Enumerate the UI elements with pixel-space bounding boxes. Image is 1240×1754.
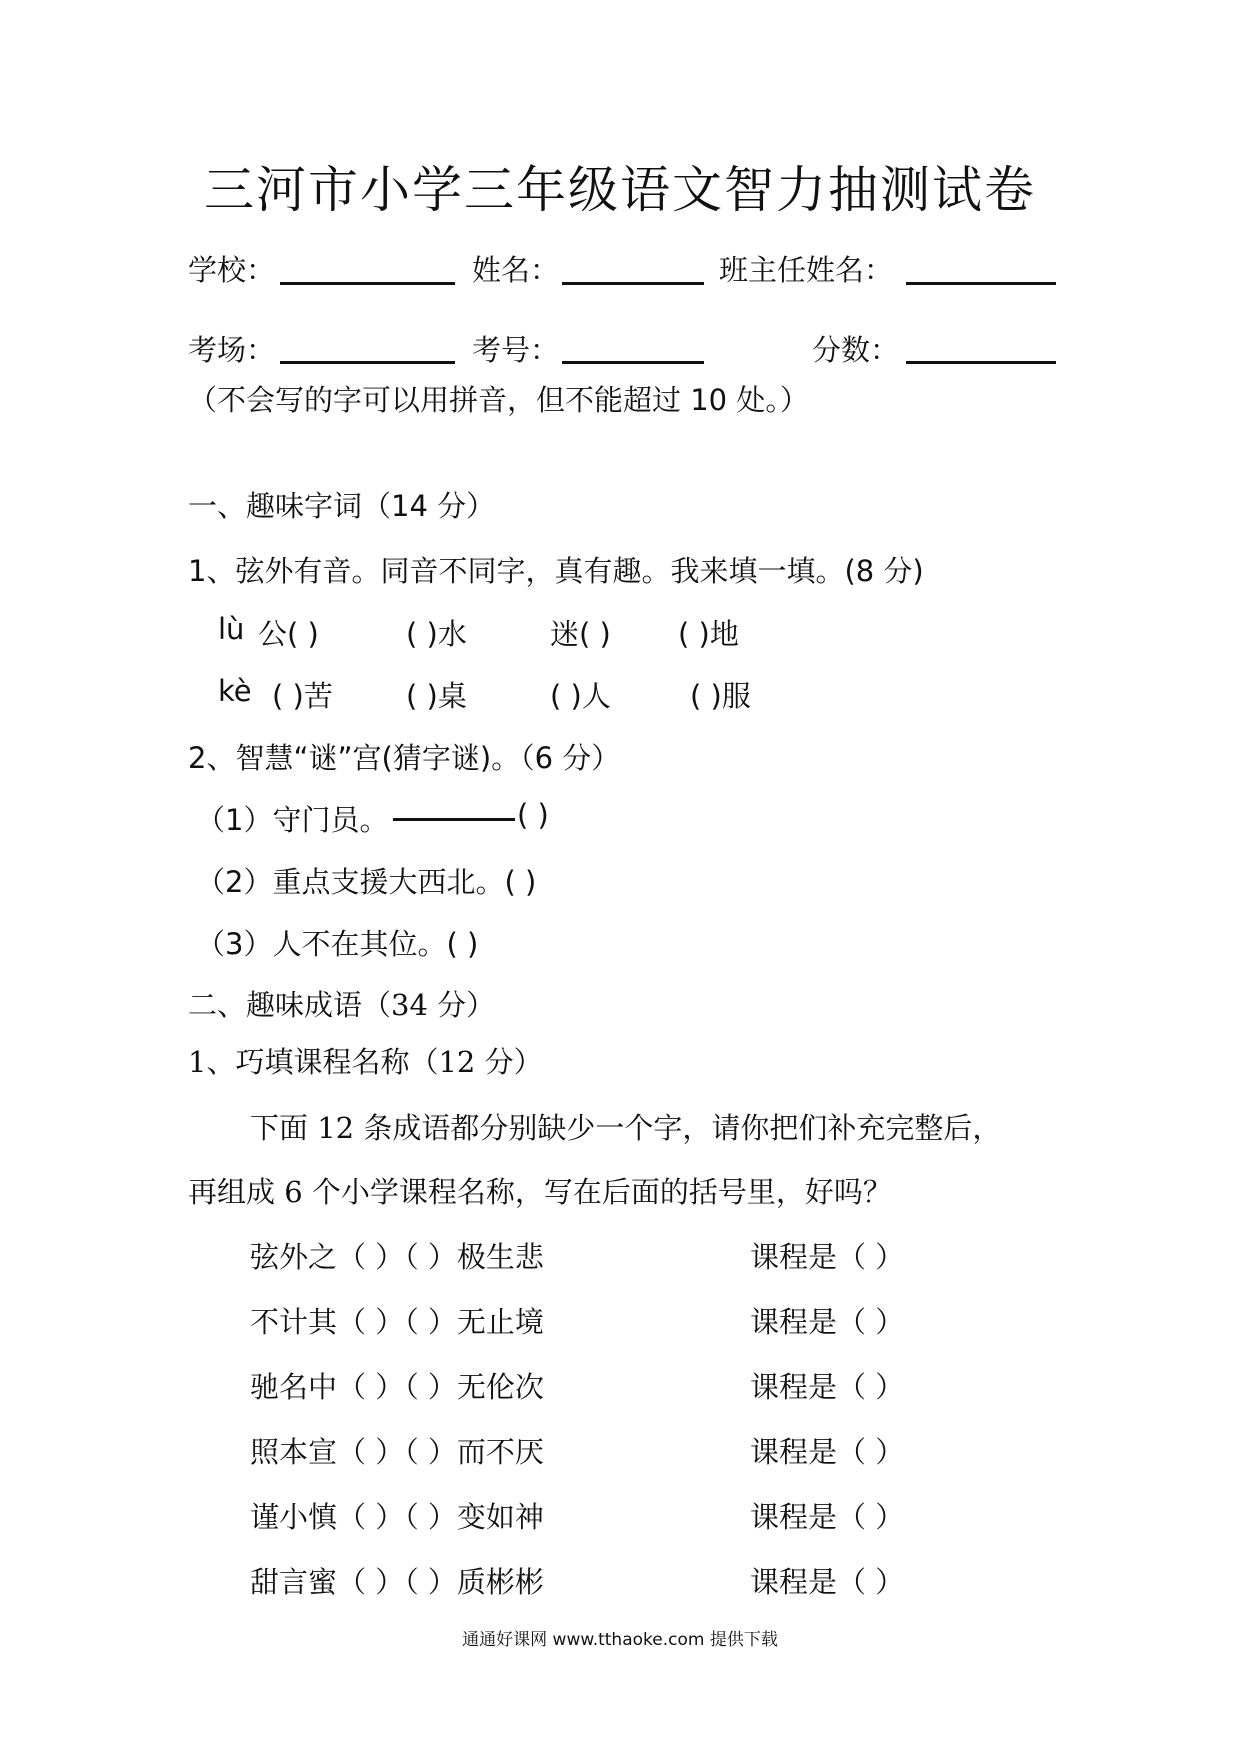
- footer-credit: 通通好课网 www.tthaoke.com 提供下载: [462, 1630, 778, 1650]
- idiom-row-course: 课程是（ ）: [750, 1305, 905, 1339]
- name-blank[interactable]: [562, 282, 704, 285]
- school-blank[interactable]: [280, 282, 455, 285]
- idiom-row-course: 课程是（ ）: [750, 1435, 905, 1469]
- lu-item: 迷( ): [550, 617, 611, 651]
- ke-item: ( )桌: [406, 679, 467, 713]
- riddle-1-dash: [393, 818, 515, 821]
- lu-pinyin: lù: [218, 612, 245, 646]
- section2-intro-line1: 下面 12 条成语都分别缺少一个字，请你把们补充完整后，: [250, 1111, 1002, 1145]
- room-label: 考场：: [188, 333, 276, 367]
- section2-q1: 1、巧填课程名称（12 分）: [188, 1045, 543, 1079]
- idiom-row-course: 课程是（ ）: [750, 1240, 905, 1274]
- number-blank[interactable]: [562, 361, 704, 364]
- score-blank[interactable]: [906, 361, 1056, 364]
- lu-item: ( )地: [678, 617, 739, 651]
- idiom-row-left: 弦外之（ ）（ ）极生悲: [250, 1240, 544, 1274]
- idiom-row-left: 不计其（ ）（ ）无止境: [250, 1305, 544, 1339]
- ke-item: ( )苦: [272, 679, 333, 713]
- school-label: 学校：: [188, 253, 276, 287]
- idiom-row-left: 照本宣（ ）（ ）而不厌: [250, 1435, 544, 1469]
- ke-pinyin: kè: [218, 674, 252, 708]
- pinyin-note: （不会写的字可以用拼音，但不能超过 10 处。）: [188, 383, 809, 417]
- teacher-blank[interactable]: [906, 282, 1056, 285]
- idiom-row-left: 驰名中（ ）（ ）无伦次: [250, 1370, 544, 1404]
- riddle-3: （3）人不在其位。( ): [196, 927, 479, 961]
- section2-intro-line2: 再组成 6 个小学课程名称，写在后面的括号里，好吗？: [188, 1175, 892, 1209]
- ke-item: ( )服: [690, 679, 751, 713]
- name-label: 姓名：: [472, 253, 560, 287]
- teacher-label: 班主任姓名：: [719, 253, 894, 287]
- idiom-row-left: 谨小慎（ ）（ ）变如神: [250, 1500, 544, 1534]
- section1-q2: 2、智慧“谜”宫(猜字谜)。（6 分）: [188, 741, 621, 775]
- lu-item: 公( ): [258, 617, 319, 651]
- idiom-row-left: 甜言蜜（ ）（ ）质彬彬: [250, 1565, 544, 1599]
- ke-item: ( )人: [550, 679, 611, 713]
- score-label: 分数：: [812, 333, 900, 367]
- page-title: 三河市小学三年级语文智力抽测试卷: [204, 161, 1036, 219]
- section1-heading: 一、趣味字词（14 分）: [188, 489, 496, 523]
- idiom-row-course: 课程是（ ）: [750, 1370, 905, 1404]
- room-blank[interactable]: [280, 361, 455, 364]
- idiom-row-course: 课程是（ ）: [750, 1500, 905, 1534]
- section1-q1: 1、弦外有音。同音不同字，真有趣。我来填一填。(8 分): [188, 554, 924, 588]
- lu-item: ( )水: [406, 617, 467, 651]
- number-label: 考号：: [472, 333, 560, 367]
- riddle-2: （2）重点支援大西北。( ): [196, 865, 537, 899]
- riddle-1-answer: ( ): [517, 798, 549, 832]
- section2-heading: 二、趣味成语（34 分）: [188, 988, 496, 1022]
- idiom-row-course: 课程是（ ）: [750, 1565, 905, 1599]
- riddle-1: （1）守门员。: [196, 803, 389, 837]
